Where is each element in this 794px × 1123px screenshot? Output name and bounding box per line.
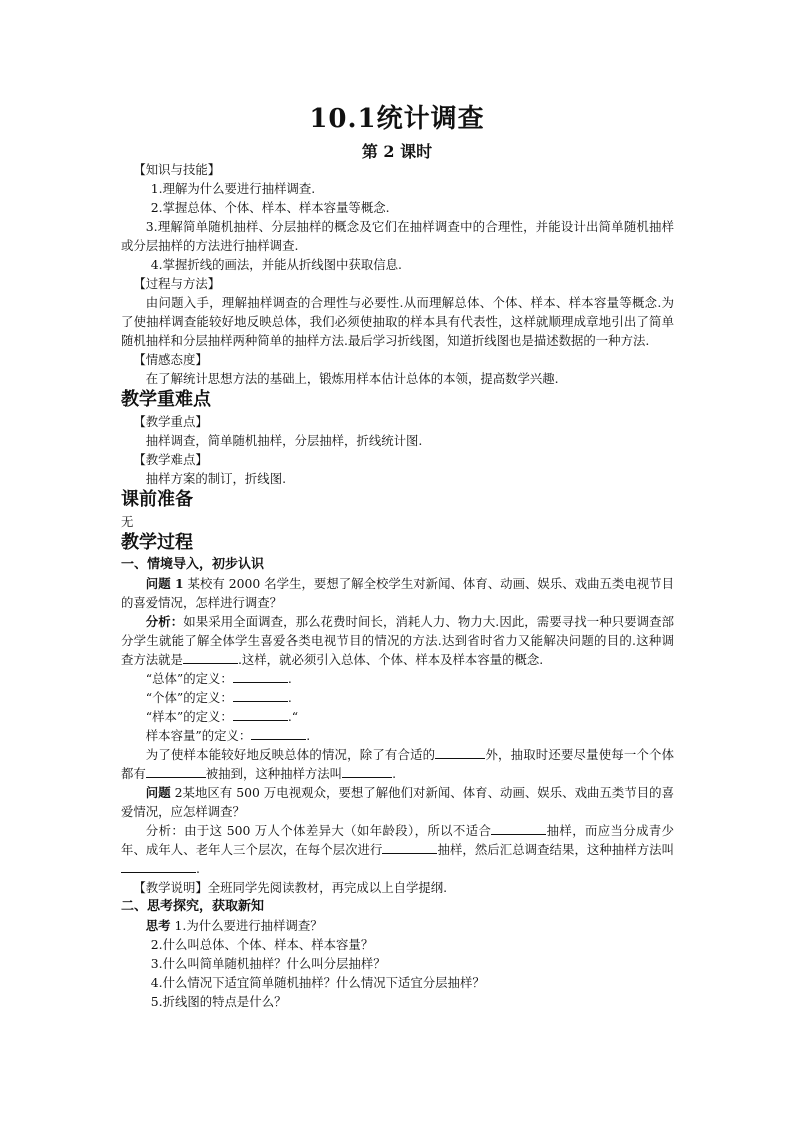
fill-blank[interactable] — [342, 765, 392, 778]
fill-blank[interactable] — [233, 670, 288, 683]
period: . — [306, 728, 311, 743]
period: . — [287, 690, 292, 705]
analysis-1-text-a: 如果采用全面调查，那么花费时间长，消耗人力、物力大.因此，需要寻找一种只要调查部分学生就能了解全体学生喜爱各类电视节目的情况的方法.达到省时省力又能解决问题的目的.这种调查方法就是 — [121, 614, 674, 667]
definition-population-label: “总体”的定义： — [145, 671, 233, 686]
think-label: 思考 — [145, 918, 171, 933]
difficulty-heading: 【教学难点】 — [133, 452, 208, 467]
teaching-process-heading: 教学过程 — [121, 532, 193, 553]
teaching-note: 【教学说明】全班同学先阅读教材，再完成以上自学提纲. — [133, 880, 448, 895]
attitude-heading: 【情感态度】 — [133, 352, 208, 367]
process-method-heading: 【过程与方法】 — [133, 276, 221, 291]
fill-blank[interactable] — [435, 746, 485, 759]
fill-blank[interactable] — [183, 651, 238, 664]
think-2: 2.什么叫总体、个体、样本、样本容量？ — [150, 937, 374, 952]
definition-population — [121, 669, 674, 688]
definition-sample — [121, 707, 674, 726]
analysis-2-a: 分析：由于这 500 万人个体差异大（如年龄段），所以不适合 — [145, 823, 492, 838]
question-1-text: 某校有 2000 名学生，要想了解全校学生对新闻、体育、动画、娱乐、戏曲五类电视节目的喜爱情况，怎样进行调查？ — [121, 576, 674, 610]
think-5: 5.折线图的特点是什么？ — [150, 994, 287, 1009]
objective-1: 1.理解为什么要进行抽样调查. — [150, 181, 316, 196]
question-2-label: 问题 — [145, 785, 171, 800]
definition-sample-label: “样本”的定义： — [145, 709, 233, 724]
objective-4: 4.掌握折线的画法，并能从折线图中获取信息. — [150, 257, 402, 272]
think-3: 3.什么叫简单随机抽样？什么叫分层抽样？ — [150, 956, 386, 971]
definition-sample-size-label: 样本容量”的定义： — [145, 728, 252, 743]
question-2-text: 2某地区有 500 万电视观众，要想了解他们对新闻、体育、动画、娱乐、戏曲五类节目的喜爱情况，应怎样调查？ — [121, 785, 674, 819]
difficulty-text: 抽样方案的制订，折线图. — [145, 471, 287, 486]
think-1-text: 1.为什么要进行抽样调查？ — [170, 918, 323, 933]
objective-2: 2.掌握总体、个体、样本、样本容量等概念. — [150, 200, 390, 215]
representativeness-text — [121, 745, 674, 783]
key-points-heading: 教学重难点 — [121, 389, 211, 410]
think-4: 4.什么情况下适宜简单随机抽样？什么情况下适宜分层抽样？ — [150, 975, 485, 990]
question-1 — [121, 574, 674, 612]
analysis-2-c: 抽样，然后汇总调查结果，这种抽样方法叫 — [437, 842, 675, 857]
question-1-label: 问题 1 — [145, 576, 184, 591]
analysis-2 — [121, 821, 674, 878]
fill-blank[interactable] — [382, 841, 437, 854]
think-1 — [121, 916, 674, 935]
fill-blank[interactable] — [233, 689, 288, 702]
analysis-1-label: 分析： — [145, 614, 184, 629]
fill-blank[interactable] — [233, 708, 288, 721]
fill-blank[interactable] — [146, 765, 206, 778]
preparation-heading: 课前准备 — [121, 489, 193, 510]
focus-heading: 【教学重点】 — [133, 414, 208, 429]
definition-sample-tail: .“ — [287, 709, 299, 724]
representativeness-a: 为了使样本能较好地反映总体的情况，除了有合适的 — [145, 747, 436, 762]
representativeness-b: 外，抽取时还要尽量使每一个个体都有 — [121, 747, 675, 781]
process-method-text: 由问题入手，理解抽样调查的合理性与必要性.从而理解总体、个体、样本、样本容量等概念.为了使抽样调查能较好地反映总体，我们必须使抽取的样本具有代表性，这样就顺理成章地引出了简单随机抽样和分层抽样两种简单的抽样方法.最后学习折线图，知道折线图也是描述数据的一种方法. — [121, 295, 674, 348]
objective-3: 3.理解简单随机抽样、分层抽样的概念及它们在抽样调查中的合理性，并能设计出简单随机抽样或分层抽样的方法进行抽样调查. — [121, 219, 674, 253]
fill-blank[interactable] — [251, 727, 306, 740]
definition-individual-label: “个体”的定义： — [145, 690, 233, 705]
period: . — [287, 671, 292, 686]
knowledge-heading: 【知识与技能】 — [133, 162, 221, 177]
definition-sample-size — [121, 726, 674, 745]
analysis-1 — [121, 612, 674, 669]
fill-blank[interactable] — [121, 860, 196, 873]
document-body — [121, 160, 674, 1011]
representativeness-c: 被抽到，这种抽样方法叫 — [205, 766, 343, 781]
analysis-2-b: 抽样，而应当分成青少年、成年人、老年人三个层次，在每个层次进行 — [121, 823, 675, 857]
section-2-heading: 二、思考探究，获取新知 — [121, 899, 265, 914]
attitude-text: 在了解统计思想方法的基础上，锻炼用样本估计总体的本领，提高数学兴趣. — [145, 371, 559, 386]
page-title: 10.1统计调查 — [309, 104, 485, 134]
question-2 — [121, 783, 674, 821]
fill-blank[interactable] — [491, 822, 546, 835]
preparation-text: 无 — [121, 514, 134, 529]
period: . — [392, 766, 397, 781]
definition-individual — [121, 688, 674, 707]
period: . — [196, 861, 200, 876]
focus-text: 抽样调查，简单随机抽样，分层抽样，折线统计图. — [145, 433, 423, 448]
page-subtitle: 第 2 课时 — [361, 142, 433, 161]
analysis-1-text-b: .这样，就必须引入总体、个体、样本及样本容量的概念. — [237, 652, 544, 667]
section-1-heading: 一、情境导入，初步认识 — [121, 557, 265, 572]
